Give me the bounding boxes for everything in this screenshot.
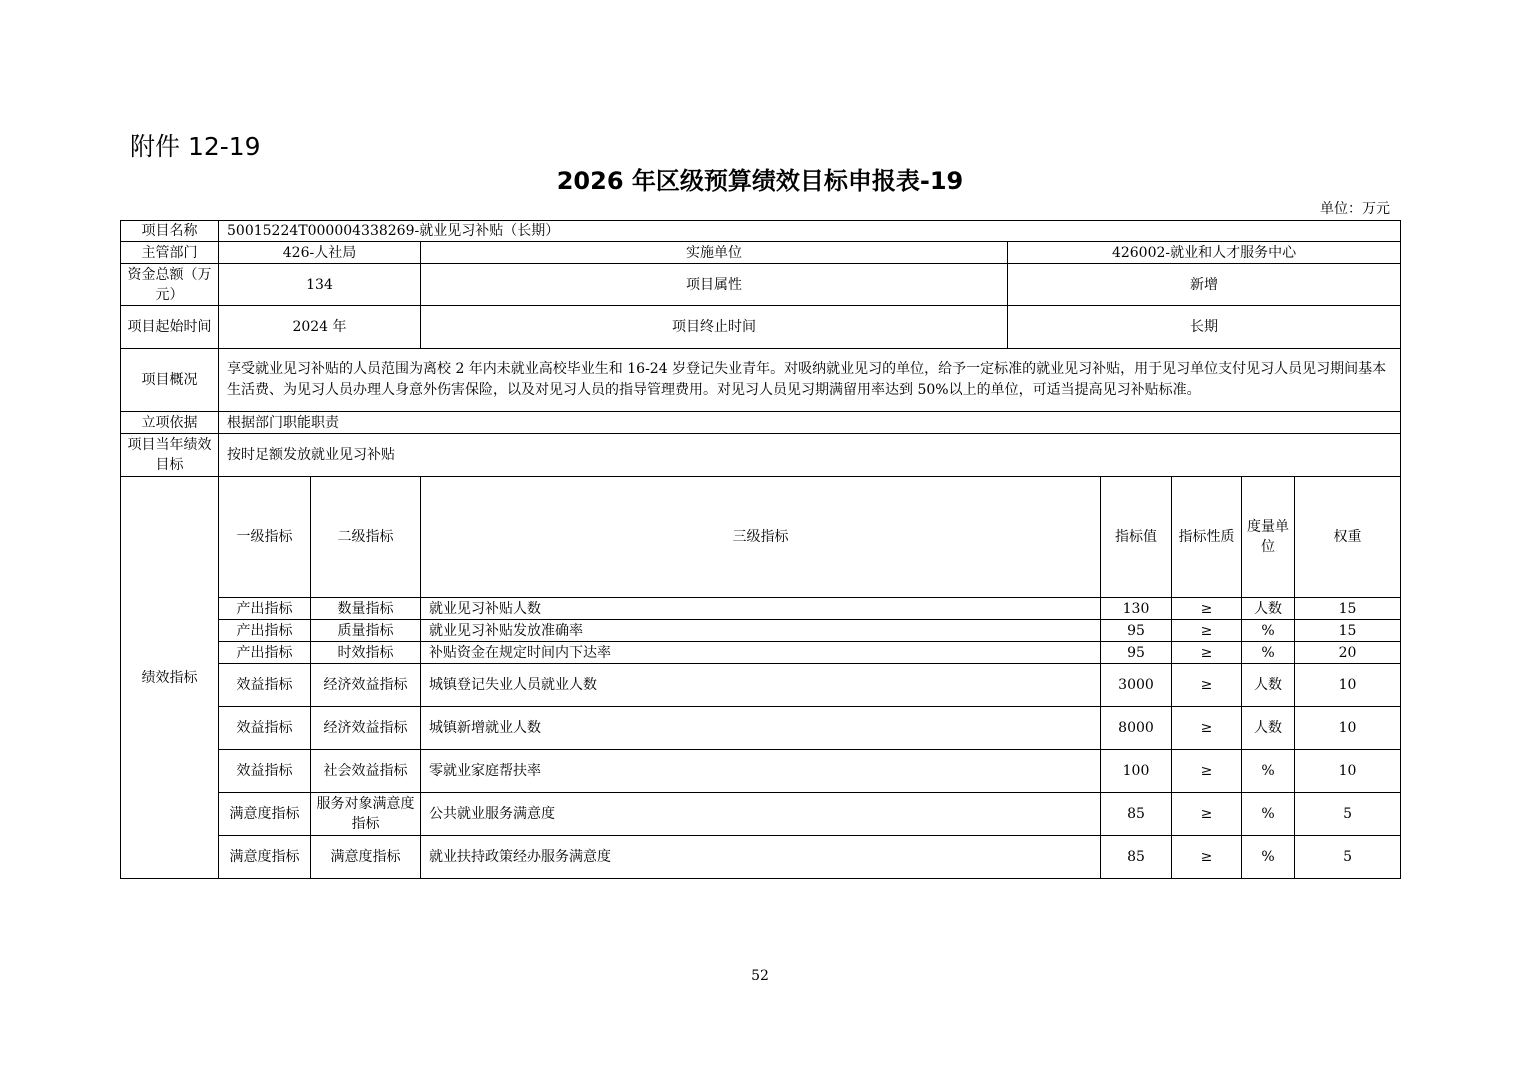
indicator-section-label: 绩效指标 <box>121 477 219 879</box>
level3-cell: 就业见习补贴人数 <box>421 598 1101 620</box>
unit-cell: % <box>1242 620 1295 642</box>
level3-cell: 公共就业服务满意度 <box>421 793 1101 836</box>
row-department <box>121 242 1401 264</box>
project-name-label: 项目名称 <box>121 221 219 242</box>
level1-cell: 效益指标 <box>219 664 311 707</box>
header-unit: 度量单位 <box>1242 477 1295 598</box>
indicator-row <box>121 836 1401 879</box>
indicator-row <box>121 664 1401 707</box>
nature-cell: ≥ <box>1172 664 1242 707</box>
value-cell: 85 <box>1101 836 1172 879</box>
nature-cell: ≥ <box>1172 642 1242 664</box>
weight-cell: 20 <box>1295 642 1401 664</box>
level3-cell: 就业见习补贴发放准确率 <box>421 620 1101 642</box>
value-cell: 8000 <box>1101 707 1172 750</box>
row-overview <box>121 349 1401 412</box>
level2-cell: 经济效益指标 <box>311 707 421 750</box>
row-fund <box>121 264 1401 306</box>
overview-label: 项目概况 <box>121 349 219 412</box>
nature-cell: ≥ <box>1172 598 1242 620</box>
indicator-row <box>121 598 1401 620</box>
project-name-value: 50015224T000004338269-就业见习补贴（长期） <box>219 221 1401 242</box>
header-level1: 一级指标 <box>219 477 311 598</box>
unit-cell: % <box>1242 642 1295 664</box>
level2-cell: 时效指标 <box>311 642 421 664</box>
level3-cell: 城镇新增就业人数 <box>421 707 1101 750</box>
value-cell: 100 <box>1101 750 1172 793</box>
unit-cell: 人数 <box>1242 664 1295 707</box>
nature-cell: ≥ <box>1172 836 1242 879</box>
page-number: 52 <box>751 968 769 984</box>
row-project-name <box>121 221 1401 242</box>
nature-cell: ≥ <box>1172 793 1242 836</box>
level1-cell: 效益指标 <box>219 750 311 793</box>
level3-cell: 零就业家庭帮扶率 <box>421 750 1101 793</box>
unit-cell: % <box>1242 793 1295 836</box>
start-time-value: 2024 年 <box>219 306 421 349</box>
fund-value: 134 <box>219 264 421 306</box>
attachment-label: 附件 12-19 <box>130 132 261 161</box>
indicator-row <box>121 793 1401 836</box>
level1-cell: 满意度指标 <box>219 836 311 879</box>
unit-cell: 人数 <box>1242 707 1295 750</box>
nature-cell: ≥ <box>1172 707 1242 750</box>
weight-cell: 15 <box>1295 598 1401 620</box>
project-attr-label: 项目属性 <box>421 264 1008 306</box>
unit-cell: 人数 <box>1242 598 1295 620</box>
basis-value: 根据部门职能职责 <box>219 412 1401 434</box>
end-time-value: 长期 <box>1008 306 1401 349</box>
weight-cell: 5 <box>1295 836 1401 879</box>
weight-cell: 15 <box>1295 620 1401 642</box>
indicator-row <box>121 620 1401 642</box>
nature-cell: ≥ <box>1172 750 1242 793</box>
header-level2: 二级指标 <box>311 477 421 598</box>
document-title: 2026 年区级预算绩效目标申报表-19 <box>556 167 964 195</box>
department-value: 426-人社局 <box>219 242 421 264</box>
level1-cell: 产出指标 <box>219 642 311 664</box>
annual-goal-value: 按时足额发放就业见习补贴 <box>219 434 1401 477</box>
indicator-header-row <box>121 477 1401 598</box>
end-time-label: 项目终止时间 <box>421 306 1008 349</box>
performance-target-table <box>120 220 1401 879</box>
impl-unit-value: 426002-就业和人才服务中心 <box>1008 242 1401 264</box>
value-cell: 130 <box>1101 598 1172 620</box>
level2-cell: 社会效益指标 <box>311 750 421 793</box>
start-time-label: 项目起始时间 <box>121 306 219 349</box>
value-cell: 95 <box>1101 620 1172 642</box>
level2-cell: 经济效益指标 <box>311 664 421 707</box>
level2-cell: 满意度指标 <box>311 836 421 879</box>
header-level3: 三级指标 <box>421 477 1101 598</box>
project-attr-value: 新增 <box>1008 264 1401 306</box>
fund-label: 资金总额（万元） <box>121 264 219 306</box>
header-weight: 权重 <box>1295 477 1401 598</box>
value-cell: 95 <box>1101 642 1172 664</box>
level1-cell: 产出指标 <box>219 620 311 642</box>
header-nature: 指标性质 <box>1172 477 1242 598</box>
nature-cell: ≥ <box>1172 620 1242 642</box>
unit-cell: % <box>1242 750 1295 793</box>
unit-label: 单位：万元 <box>1320 201 1390 217</box>
overview-value: 享受就业见习补贴的人员范围为离校 2 年内未就业高校毕业生和 16-24 岁登记失业青年。对吸纳就业见习的单位，给予一定标准的就业见习补贴，用于见习单位支付见习人员见习期间基本生活费、为见习人员办理人身意外伤害保险，以及对见习人员的指导管理费用。对见习人员见习期满留用率达到 50%以上的单位，可适当提高见习补贴标准。 <box>219 349 1401 412</box>
weight-cell: 10 <box>1295 707 1401 750</box>
level3-cell: 补贴资金在规定时间内下达率 <box>421 642 1101 664</box>
level3-cell: 城镇登记失业人员就业人数 <box>421 664 1101 707</box>
weight-cell: 10 <box>1295 750 1401 793</box>
level2-cell: 数量指标 <box>311 598 421 620</box>
basis-label: 立项依据 <box>121 412 219 434</box>
level1-cell: 效益指标 <box>219 707 311 750</box>
indicator-row <box>121 707 1401 750</box>
row-time <box>121 306 1401 349</box>
value-cell: 85 <box>1101 793 1172 836</box>
level3-cell: 就业扶持政策经办服务满意度 <box>421 836 1101 879</box>
value-cell: 3000 <box>1101 664 1172 707</box>
level2-cell: 服务对象满意度指标 <box>311 793 421 836</box>
header-value: 指标值 <box>1101 477 1172 598</box>
level1-cell: 满意度指标 <box>219 793 311 836</box>
level2-cell: 质量指标 <box>311 620 421 642</box>
weight-cell: 10 <box>1295 664 1401 707</box>
indicator-row <box>121 750 1401 793</box>
row-annual-goal <box>121 434 1401 477</box>
indicator-row <box>121 642 1401 664</box>
level1-cell: 产出指标 <box>219 598 311 620</box>
impl-unit-label: 实施单位 <box>421 242 1008 264</box>
row-basis <box>121 412 1401 434</box>
department-label: 主管部门 <box>121 242 219 264</box>
annual-goal-label: 项目当年绩效目标 <box>121 434 219 477</box>
unit-cell: % <box>1242 836 1295 879</box>
weight-cell: 5 <box>1295 793 1401 836</box>
